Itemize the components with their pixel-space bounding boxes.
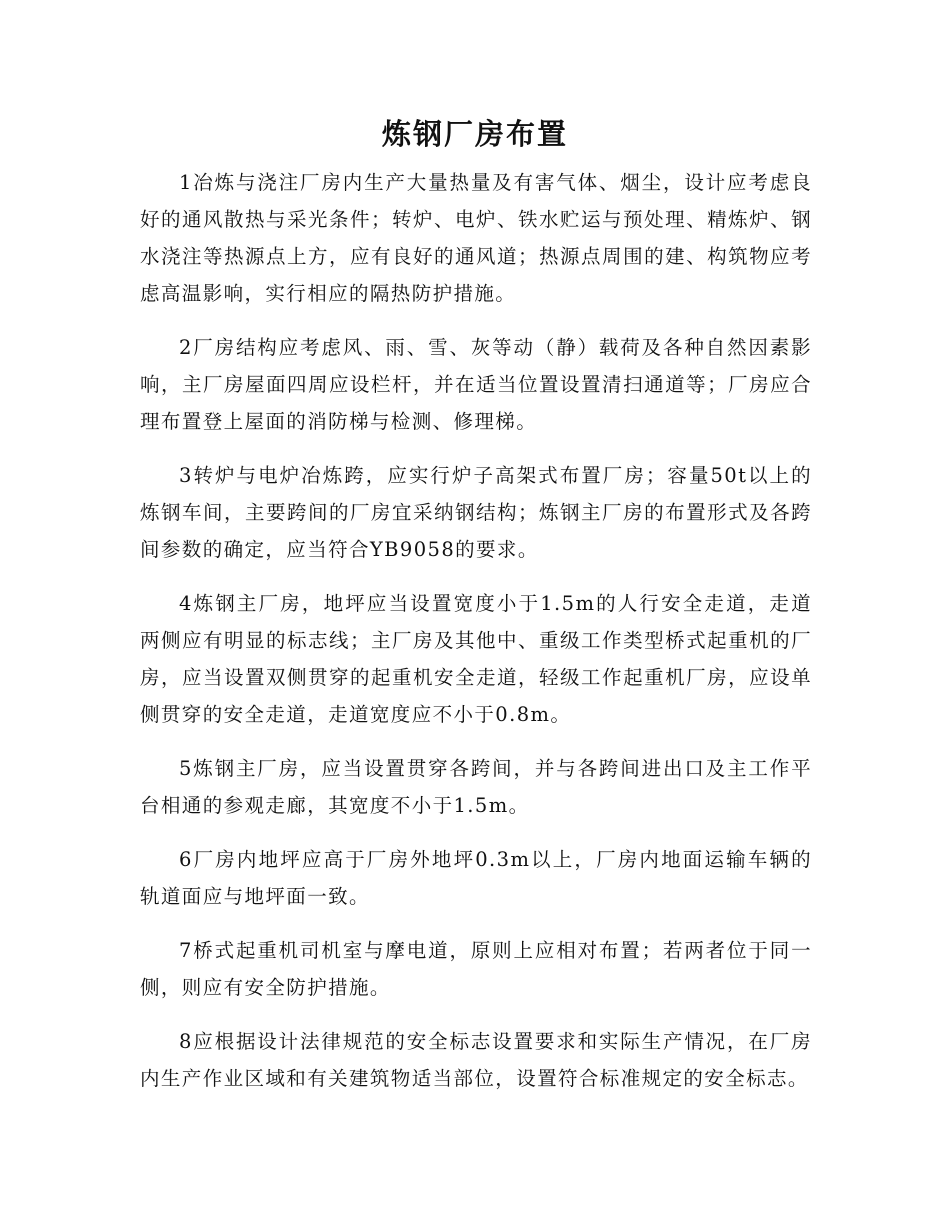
page-title: 炼钢厂房布置 (381, 117, 568, 151)
document-body (140, 164, 812, 1114)
paragraph-5: 5炼钢主厂房，应当设置贯穿各跨间，并与各跨间进出口及主工作平台相通的参观走廊，其宽度不小于1.5m。 (140, 757, 812, 817)
paragraph-4: 4炼钢主厂房，地坪应当设置宽度小于1.5m的人行安全走道，走道两侧应有明显的标志线；主厂房及其他中、重级工作类型桥式起重机的厂房，应当设置双侧贯穿的起重机安全走道，轻级工作起重机厂房，应设单侧贯穿的安全走道，走道宽度应不小于0.8m。 (140, 592, 812, 726)
paragraph-2: 2厂房结构应考虑风、雨、雪、灰等动（静）载荷及各种自然因素影响，主厂房屋面四周应设栏杆，并在适当位置设置清扫通道等；厂房应合理布置登上屋面的消防梯与检测、修理梯。 (140, 336, 812, 433)
paragraph-6: 6厂房内地坪应高于厂房外地坪0.3m以上，厂房内地面运输车辆的轨道面应与地坪面一致。 (140, 848, 812, 908)
paragraph-7: 7桥式起重机司机室与摩电道，原则上应相对布置；若两者位于同一侧，则应有安全防护措施。 (140, 939, 812, 999)
paragraph-8: 8应根据设计法律规范的安全标志设置要求和实际生产情况，在厂房内生产作业区域和有关建筑物适当部位，设置符合标准规定的安全标志。 (140, 1030, 812, 1090)
paragraph-1: 1冶炼与浇注厂房内生产大量热量及有害气体、烟尘，设计应考虑良好的通风散热与采光条件；转炉、电炉、铁水贮运与预处理、精炼炉、钢水浇注等热源点上方，应有良好的通风道；热源点周围的建、构筑物应考虑高温影响，实行相应的隔热防护措施。 (140, 171, 812, 305)
paragraph-3: 3转炉与电炉冶炼跨，应实行炉子高架式布置厂房；容量50t以上的炼钢车间，主要跨间的厂房宜采纳钢结构；炼钢主厂房的布置形式及各跨间参数的确定，应当符合YB9058的要求。 (140, 464, 812, 561)
